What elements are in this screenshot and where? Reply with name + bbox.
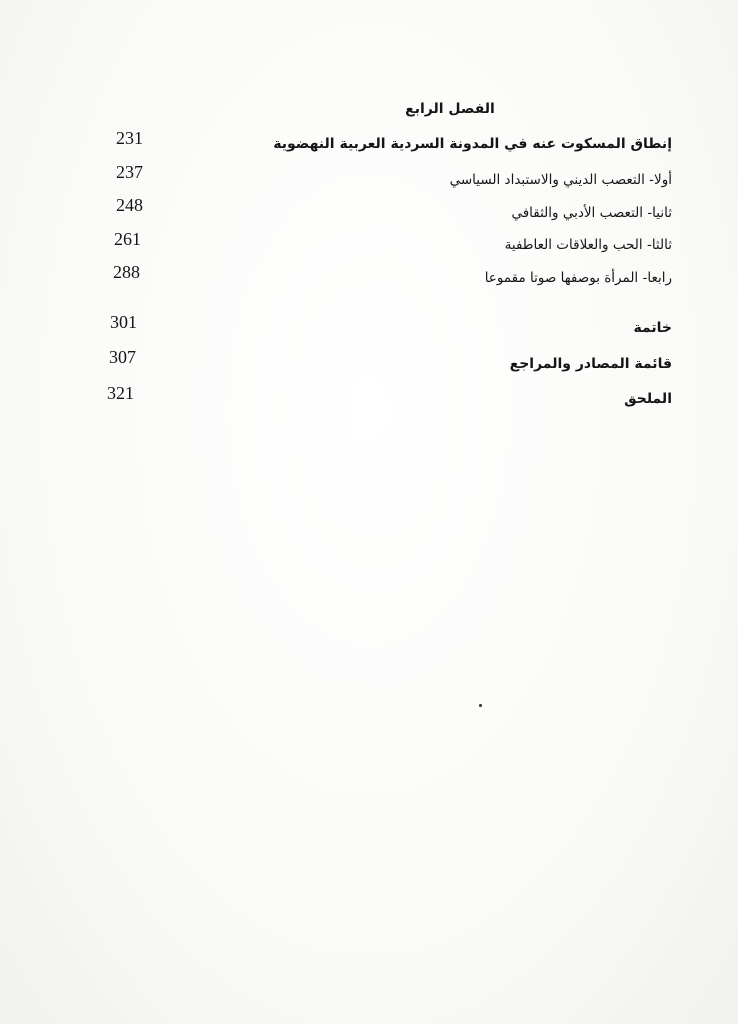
toc-entry-title: الملحق [624, 391, 672, 407]
toc-entry-page: 321 [107, 383, 134, 403]
toc-entry-page: 248 [116, 195, 143, 215]
toc-entry-title: إنطاق المسكوت عنه في المدونة السردية العربية النهضوية [273, 136, 672, 152]
toc-entry-title: خاتمة [633, 320, 672, 336]
toc-entry-page: 307 [109, 347, 136, 367]
ink-dot [479, 704, 482, 707]
toc-entry-title: أولا- التعصب الديني والاستبداد السياسي [449, 172, 672, 188]
toc-entry-page: 237 [116, 162, 143, 182]
toc-entry-title: ثالثا- الحب والعلاقات العاطفية [504, 237, 672, 253]
toc-entry-title: ثانيا- التعصب الأدبي والثقافي [511, 205, 672, 221]
chapter-heading: الفصل الرابع [405, 101, 495, 117]
toc-entry-title: رابعا- المرأة بوصفها صوتا مقموعا [484, 270, 672, 286]
toc-entry-title: قائمة المصادر والمراجع [509, 356, 672, 372]
toc-entry-page: 301 [110, 312, 137, 332]
toc-entry-page: 288 [113, 262, 140, 282]
toc-entry-page: 231 [116, 128, 143, 148]
toc-entry-page: 261 [114, 229, 141, 249]
